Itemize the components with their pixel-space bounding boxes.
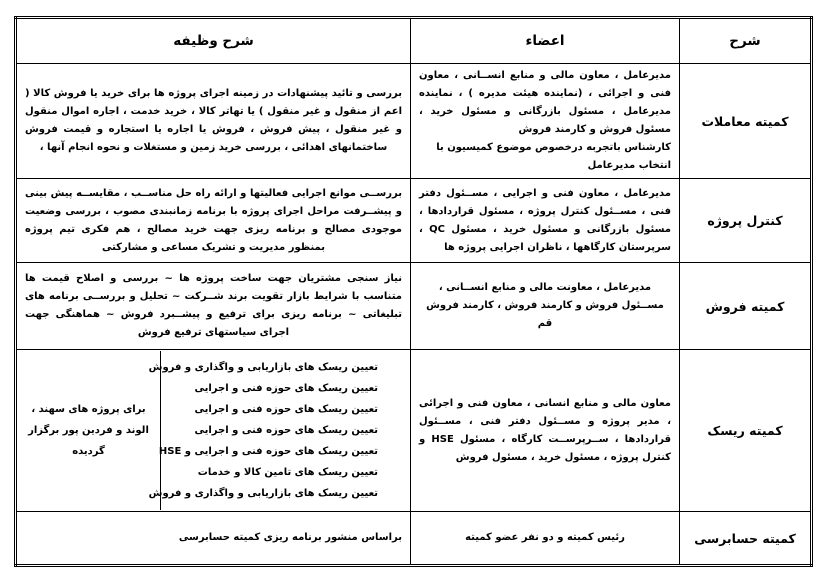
committee-name-transactions: کمیته معاملات bbox=[680, 64, 812, 179]
committee-name-risk: کمیته ریسک bbox=[680, 350, 812, 512]
committee-table bbox=[14, 16, 813, 567]
committee-name-audit: کمیته حسابرسی bbox=[680, 512, 812, 566]
risk-list-item: تعیین ریسک های بازاریابی و واگذاری و فروش bbox=[148, 488, 378, 499]
members-cell-sales: مدیرعامل ، معاونت مالی و منابع انســانی ، مســئول فروش و کارمند فروش ، کارمند فروش قم bbox=[411, 263, 680, 350]
members-cell-audit: رئیس کمیته و دو نفر عضو کمیته bbox=[411, 512, 680, 566]
risk-list-item: تعیین ریسک های حوزه فنی و اجرایی bbox=[194, 383, 378, 394]
duty-text-transactions: بررسی و تائید پیشنهادات در زمینه اجرای پروژه ها برای خرید یا فروش کالا ( اعم از منقول و غیر منقول ) یا تهاتر کالا ، خرید خدمت ، اجاره اموال منقول و غیر منقول ، پیش فروش ، فروش یا اجاره یا استجاره و قیمت فروش ساختمانهای اهدائی ، بررسی خرید زمین و مستغلات و نحوه انجام آنها ، bbox=[16, 64, 411, 179]
members-text: کارشناس باتجربه درخصوص موضوع کمیسیون با انتخاب مدیرعامل bbox=[436, 142, 671, 171]
members-cell-project-control: مدیرعامل ، معاون فنی و اجرایی ، مســئول دفتر فنی ، مســئول کنترل پروژه ، مسئول قراردادها ، مسئول بازرگانی و مسئول خرید ، مسئول QC ، سرپرستان کارگاهها ، ناظران اجرایی پروژه ها bbox=[411, 179, 680, 263]
header-description-column: شرح bbox=[680, 18, 812, 64]
duty-text-sales: نیاز سنجی مشتریان جهت ساخت پروژه ها ~ بررسی و اصلاح قیمت ها متناسب با شرایط بازار تقویت برند شــرکت ~ تحلیل و بررســی برنامه های تبلیغاتی ~ برنامه ریزی برای ترفیع و پیشــبرد فروش ~ هماهنگی جهت اجرای سیاستهای ترفیع فروش bbox=[16, 263, 411, 350]
header-members-column: اعضاء bbox=[411, 18, 680, 64]
risk-list-item: تعیین ریسک های حوزه فنی و اجرایی bbox=[194, 425, 378, 436]
committee-name-sales: کمیته فروش bbox=[680, 263, 812, 350]
risk-duty-list bbox=[148, 351, 410, 510]
committee-name-project-control: کنترل پروژه bbox=[680, 179, 812, 263]
members-cell-transactions bbox=[411, 64, 680, 179]
header-duty-column: شرح وظیفه bbox=[16, 18, 411, 64]
risk-duty-split bbox=[17, 351, 410, 510]
table-row-audit-committee bbox=[16, 512, 812, 566]
risk-list-item: تعیین ریسک های حوزه فنی و اجرایی bbox=[194, 404, 378, 415]
table-row-risk-committee bbox=[16, 350, 812, 512]
members-text: مدیرعامل ، معاون مالی و منابع انســانی ، معاون فنی و اجرائی ، (نماینده هیئت مدیره ) ، نماینده مدیرعامل ، مسئول بازرگانی و مسئول خرید ، مسئول فروش و کارمند فروش bbox=[419, 70, 671, 135]
risk-list-item: تعیین ریسک های حوزه فنی و اجرایی و HSE bbox=[158, 446, 378, 457]
table-row-sales-committee bbox=[16, 263, 812, 350]
table-row-transactions-committee bbox=[16, 64, 812, 179]
duty-cell-risk bbox=[16, 350, 411, 512]
duty-text-audit: براساس منشور برنامه ریزی کمیته حسابرسی bbox=[16, 512, 411, 566]
risk-duty-note: برای پروژه های سهند ، الوند و فردین پور برگزار گردیده bbox=[28, 404, 149, 457]
risk-list-item: تعیین ریسک های بازاریابی و واگذاری و فروش bbox=[148, 362, 378, 373]
risk-list-item: تعیین ریسک های تامین کالا و خدمات bbox=[197, 467, 378, 478]
table-row-project-control bbox=[16, 179, 812, 263]
members-cell-risk: معاون مالی و منابع انسانی ، معاون فنی و اجرائی ، مدیر پروژه و مســئول دفتر فنی ، مســئول قراردادها ، ســرپرســت کارگاه ، مسئول HSE و کنترل پروژه ، مسئول خرید ، مسئول فروش bbox=[411, 350, 680, 512]
duty-text-project-control: بررســی موانع اجرایی فعالیتها و ارائه راه حل مناســب ، مقایســه پیش بینی و پیشــرفت مراحل اجرای پروژه با برنامه زمانبندی مصوب ، بررسی وضعیت موجودی مصالح و برنامه ریزی جهت خرید مصالح ، هم فکری تیم پروژه بمنظور مدیریت و تشریک مساعی و مشارکتی bbox=[16, 179, 411, 263]
table-header-row bbox=[16, 18, 812, 64]
